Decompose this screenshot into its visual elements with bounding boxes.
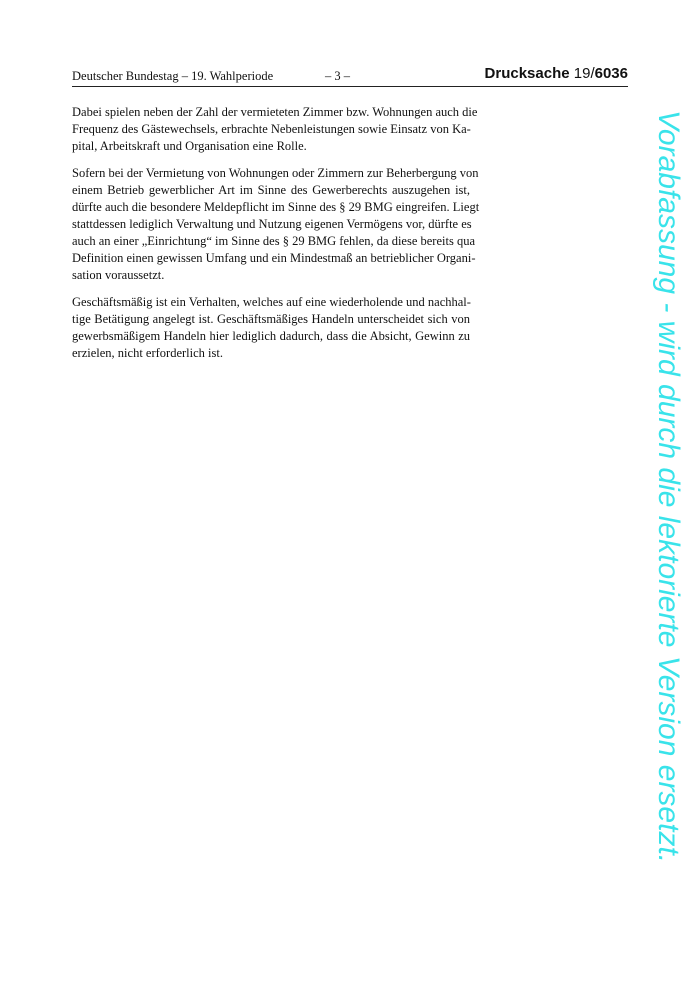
paragraph <box>72 294 470 362</box>
text-line: stattdessen lediglich Verwaltung und Nutzung eigenen Vermögens vor, dürfte es <box>72 217 472 231</box>
text-line: Dabei spielen neben der Zahl der vermieteten Zimmer bzw. Wohnungen auch die <box>72 105 478 119</box>
paragraph <box>72 165 480 284</box>
text-line: tige Betätigung angelegt ist. Geschäftsmäßiges Handeln unterscheidet sich von <box>72 312 470 326</box>
text-line: Sofern bei der Vermietung von Wohnungen oder Zimmern zur Beherbergung von <box>72 166 479 180</box>
text-line: einem Betrieb gewerblicher Art im Sinne des Gewerberechts auszugehen ist, <box>72 183 470 197</box>
text-line: dürfte auch die besondere Meldepflicht im Sinne des § 29 BMG eingreifen. Liegt <box>72 200 480 214</box>
text-line: pital, Arbeitskraft und Organisation eine Rolle. <box>72 139 307 153</box>
text-line: sation voraussetzt. <box>72 268 165 282</box>
text-line: Geschäftsmäßig ist ein Verhalten, welches auf eine wiederholende und nachhal- <box>72 295 471 309</box>
text-line: Frequenz des Gästewechsels, erbrachte Nebenleistungen sowie Einsatz von Ka- <box>72 122 471 136</box>
document-number <box>485 65 628 82</box>
doc-label: Drucksache <box>484 65 570 82</box>
doc-prefix: 19/ <box>573 65 595 82</box>
text-line: Definition einen gewissen Umfang und ein Mindestmaß an betrieblicher Organi- <box>72 251 476 265</box>
page-number: – 3 – <box>325 69 350 83</box>
page-header <box>72 64 628 87</box>
header-parliament: Deutscher Bundestag – 19. Wahlperiode <box>72 69 274 83</box>
draft-watermark: Vorabfassung - wird durch die lektorierte Version ersetzt. <box>652 110 685 864</box>
document-body <box>72 104 480 372</box>
paragraph <box>72 104 478 155</box>
text-line: auch an einer „Einrichtung“ im Sinne des § 29 BMG fehlen, da diese bereits qua <box>72 234 476 248</box>
text-line: gewerbsmäßigem Handeln hier lediglich dadurch, dass die Absicht, Gewinn zu <box>72 329 470 343</box>
text-line: erzielen, nicht erforderlich ist. <box>72 346 223 360</box>
doc-number: 6036 <box>594 65 628 82</box>
